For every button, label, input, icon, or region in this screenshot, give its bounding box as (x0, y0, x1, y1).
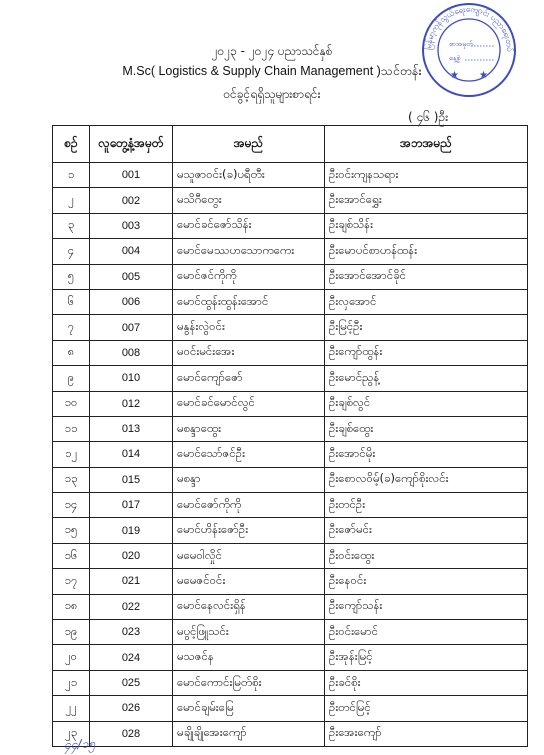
row-father-name: ဦးတင်မြင့် (325, 696, 528, 721)
row-name: မနွန်းလွဲဝင်း (173, 315, 325, 340)
stamp-ring-text: မြန်မာ့ကုန်သွယ်ရေးကျောင်း ပညာရေးတပ် (423, 4, 515, 52)
row-father-name: ဦးအောင်ရွှေး (325, 188, 528, 213)
row-roll-number: 014 (90, 442, 173, 467)
row-father-name: ဦးမောပင်စာဟန်ထန်း (325, 239, 528, 264)
row-roll-number: 012 (90, 391, 173, 416)
table-row (53, 315, 528, 340)
row-serial: ၉ (53, 366, 90, 391)
row-name: မောင်နေလင်းရှိန် (173, 594, 325, 619)
table-row (53, 721, 528, 746)
row-father-name: ဦးအုန်းမြင့် (325, 645, 528, 670)
table-row (53, 366, 528, 391)
table-row (53, 289, 528, 314)
table-row (53, 442, 528, 467)
table-row (53, 543, 528, 568)
row-serial: ၃ (53, 213, 90, 238)
table-row (53, 569, 528, 594)
row-name: မောင်ဇင်ကိုကို (173, 264, 325, 289)
table-row (53, 239, 528, 264)
table-row (53, 620, 528, 645)
row-serial: ၄ (53, 239, 90, 264)
row-name: မသိဂီတွေး (173, 188, 325, 213)
table-header-row (53, 126, 528, 163)
table-row (53, 264, 528, 289)
row-serial: ၁၃ (53, 467, 90, 492)
row-father-name: ဦးဇော်မင်း (325, 518, 528, 543)
row-roll-number: 024 (90, 645, 173, 670)
row-father-name: ဦးအေးကျော် (325, 721, 528, 746)
row-father-name: ဦးချစ်ထွေး (325, 416, 528, 441)
student-count: ( ၄၆ )ဦး (408, 110, 449, 124)
admission-list-table (52, 125, 528, 747)
col-header-roll-number: လူတွေ့နံ့အမှတ် (90, 126, 173, 163)
row-roll-number: 021 (90, 569, 173, 594)
row-roll-number: 001 (90, 163, 173, 188)
row-serial: ၂၃ (53, 721, 90, 746)
row-roll-number: 005 (90, 264, 173, 289)
row-name: မောင်ကျော်ဇော် (173, 366, 325, 391)
row-father-name: ဦးကျော်ထွန်း (325, 340, 528, 365)
list-title: ဝင်ခွင့်ရရှိသူများစာရင်း (223, 87, 321, 101)
row-roll-number: 002 (90, 188, 173, 213)
table-row (53, 518, 528, 543)
row-name: မဝင်းမင်းအေး (173, 340, 325, 365)
official-stamp (421, 2, 517, 98)
row-father-name: ဦးအောင်မိုး (325, 442, 528, 467)
row-serial: ၁၉ (53, 620, 90, 645)
row-serial: ၁၇ (53, 569, 90, 594)
row-roll-number: 026 (90, 696, 173, 721)
row-name: မောင်သော်ဇင်ဦး (173, 442, 325, 467)
row-name: မောင်ဇော်ကိုကို (173, 493, 325, 518)
row-father-name: ဦးလှအောင် (325, 289, 528, 314)
row-father-name: ဦးမြင့်ဦး (325, 315, 528, 340)
row-serial: ၇ (53, 315, 90, 340)
stamp-field-number: စာအမှတ် (449, 40, 474, 48)
row-roll-number: 023 (90, 620, 173, 645)
table-row (53, 645, 528, 670)
table-row (53, 340, 528, 365)
row-name: မပွင့်ဖြူသင်း (173, 620, 325, 645)
row-father-name: ဦးအောင်အောင်ခိုင် (325, 264, 528, 289)
table-row (53, 416, 528, 441)
row-roll-number: 008 (90, 340, 173, 365)
row-father-name: ဦးချစ်လွင် (325, 391, 528, 416)
academic-year-title: ၂၀၂၃ - ၂၀၂၄ ပညာသင်နှစ် (211, 44, 333, 58)
row-serial: ၂၀ (53, 645, 90, 670)
table-row (53, 163, 528, 188)
row-name: မောင်ခင်ဇော်သိန်း (173, 213, 325, 238)
row-serial: ၈ (53, 340, 90, 365)
row-serial: ၁၀ (53, 391, 90, 416)
row-serial: ၁၁ (53, 416, 90, 441)
row-serial: ၁၆ (53, 543, 90, 568)
row-name: မသဇင်န (173, 645, 325, 670)
row-name: မမေဇင်ဝင်း (173, 569, 325, 594)
row-roll-number: 004 (90, 239, 173, 264)
row-father-name: ဦးချစ်သိန်း (325, 213, 528, 238)
table-row (53, 213, 528, 238)
row-father-name: ဦးစောလဝိမ့်(ခ)ကျော်စိုးလင်း (325, 467, 528, 492)
row-name: မသူဇာဝင်း(ခ)ပရီတီး (173, 163, 325, 188)
table-row (53, 391, 528, 416)
row-roll-number: 022 (90, 594, 173, 619)
col-header-serial: စဉ် (53, 126, 90, 163)
row-name: မောင်ဟိန်းဇော်ဦး (173, 518, 325, 543)
row-roll-number: 007 (90, 315, 173, 340)
row-serial: ၁၄ (53, 493, 90, 518)
row-roll-number: 019 (90, 518, 173, 543)
table-row (53, 467, 528, 492)
row-roll-number: 015 (90, 467, 173, 492)
table-row (53, 188, 528, 213)
row-serial: ၅ (53, 264, 90, 289)
handwritten-note: ၄၄/၁၅ (63, 736, 96, 752)
row-name: မောင်ချမ်းမြေ (173, 696, 325, 721)
row-name: မောင်ကောင်းမြတ်စိုး (173, 670, 325, 695)
table-row (53, 594, 528, 619)
row-serial: ၁ (53, 163, 90, 188)
row-father-name: ဦးဝင်းမောင် (325, 620, 528, 645)
row-roll-number: 006 (90, 289, 173, 314)
stamp-field-date: နေ့စွဲ (449, 54, 461, 62)
row-name: မောင်မေဿဟသောကကေး (173, 239, 325, 264)
course-title: M.Sc( Logistics & Supply Chain Management )သင်တန်း (122, 64, 422, 78)
row-roll-number: 025 (90, 670, 173, 695)
row-roll-number: 017 (90, 493, 173, 518)
row-roll-number: 028 (90, 721, 173, 746)
row-name: မချိုချိုအေးကျော် (173, 721, 325, 746)
row-name: မောင်ထွန်းထွန်းအောင် (173, 289, 325, 314)
row-name: မောင်ခင်မောင်လွင် (173, 391, 325, 416)
table-row (53, 493, 528, 518)
table-row (53, 670, 528, 695)
row-roll-number: 003 (90, 213, 173, 238)
row-father-name: ဦးကျော်သန်း (325, 594, 528, 619)
table-row (53, 696, 528, 721)
row-father-name: ဦးခင်စိုး (325, 670, 528, 695)
row-serial: ၂ (53, 188, 90, 213)
row-roll-number: 020 (90, 543, 173, 568)
row-father-name: ဦးမောင်ညွန့် (325, 366, 528, 391)
row-father-name: ဦးနေဝင်း (325, 569, 528, 594)
row-serial: ၁၂ (53, 442, 90, 467)
row-father-name: ဦးတင်ဦး (325, 493, 528, 518)
row-serial: ၁၅ (53, 518, 90, 543)
row-roll-number: 013 (90, 416, 173, 441)
row-serial: ၂၂ (53, 696, 90, 721)
row-roll-number: 010 (90, 366, 173, 391)
row-father-name: ဦးဝင်းကျနသရား (325, 163, 528, 188)
stamp-star-icon: ★ (450, 70, 459, 81)
row-name: မစန္ဒာ (173, 467, 325, 492)
row-name: မမေဝါလှိုင် (173, 543, 325, 568)
row-serial: ၂၁ (53, 670, 90, 695)
row-name: မစန္ဒာထွေး (173, 416, 325, 441)
col-header-father-name: အဘအမည် (325, 126, 528, 163)
stamp-star-icon: ★ (479, 70, 488, 81)
row-serial: ၆ (53, 289, 90, 314)
row-father-name: ဦးဝင်းထွေး (325, 543, 528, 568)
col-header-name: အမည် (173, 126, 325, 163)
row-serial: ၁၈ (53, 594, 90, 619)
